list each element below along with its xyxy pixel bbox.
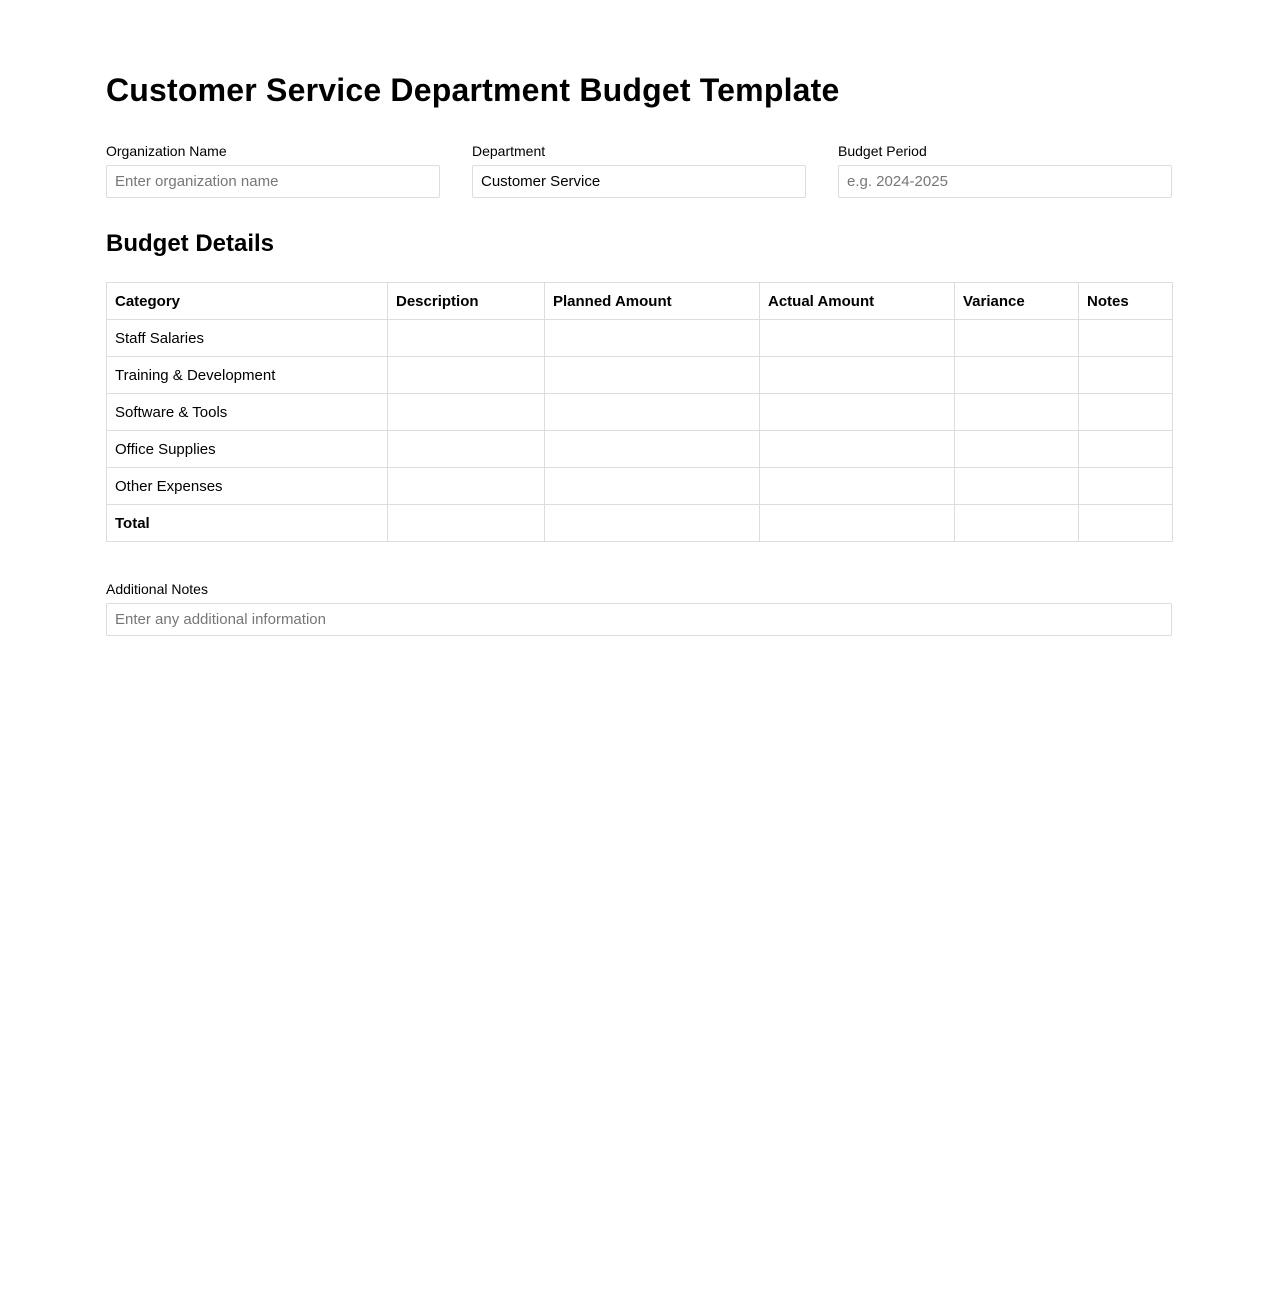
actual-amount-cell[interactable]	[760, 357, 955, 394]
notes-cell[interactable]	[1079, 468, 1173, 505]
variance-cell[interactable]	[955, 357, 1079, 394]
organization-name-group	[106, 143, 440, 198]
planned-amount-cell[interactable]	[545, 394, 760, 431]
page-title: Customer Service Department Budget Template	[106, 72, 840, 108]
additional-notes-input[interactable]	[106, 603, 1172, 636]
actual-amount-cell[interactable]	[760, 505, 955, 542]
description-cell[interactable]	[388, 357, 545, 394]
budget-table	[106, 282, 1173, 542]
category-cell: Software & Tools	[107, 394, 388, 431]
budget-period-input[interactable]	[838, 165, 1172, 198]
notes-cell[interactable]	[1079, 394, 1173, 431]
variance-cell[interactable]	[955, 505, 1079, 542]
budget-period-group	[838, 143, 1172, 198]
description-cell[interactable]	[388, 431, 545, 468]
table-row	[107, 320, 1173, 357]
section-title: Budget Details	[106, 230, 275, 257]
header-planned-amount: Planned Amount	[545, 283, 760, 320]
info-fields	[106, 143, 1172, 198]
variance-cell[interactable]	[955, 468, 1079, 505]
description-cell[interactable]	[388, 394, 545, 431]
header-description: Description	[388, 283, 545, 320]
header-category: Category	[107, 283, 388, 320]
organization-name-input[interactable]	[106, 165, 440, 198]
notes-cell[interactable]	[1079, 505, 1173, 542]
notes-cell[interactable]	[1079, 320, 1173, 357]
table-row	[107, 431, 1173, 468]
category-cell: Other Expenses	[107, 468, 388, 505]
planned-amount-cell[interactable]	[545, 468, 760, 505]
actual-amount-cell[interactable]	[760, 320, 955, 357]
actual-amount-cell[interactable]	[760, 468, 955, 505]
actual-amount-cell[interactable]	[760, 394, 955, 431]
category-cell: Staff Salaries	[107, 320, 388, 357]
total-row	[107, 505, 1173, 542]
notes-cell[interactable]	[1079, 431, 1173, 468]
table-row	[107, 468, 1173, 505]
additional-notes-label: Additional Notes	[106, 581, 208, 597]
header-notes: Notes	[1079, 283, 1173, 320]
category-cell: Total	[107, 505, 388, 542]
additional-notes-group	[106, 581, 1172, 636]
planned-amount-cell[interactable]	[545, 505, 760, 542]
header-variance: Variance	[955, 283, 1079, 320]
actual-amount-cell[interactable]	[760, 431, 955, 468]
planned-amount-cell[interactable]	[545, 431, 760, 468]
description-cell[interactable]	[388, 320, 545, 357]
category-cell: Training & Development	[107, 357, 388, 394]
description-cell[interactable]	[388, 468, 545, 505]
variance-cell[interactable]	[955, 394, 1079, 431]
description-cell[interactable]	[388, 505, 545, 542]
header-actual-amount: Actual Amount	[760, 283, 955, 320]
notes-cell[interactable]	[1079, 357, 1173, 394]
department-input[interactable]	[472, 165, 806, 198]
department-group	[472, 143, 806, 198]
table-header-row	[107, 283, 1173, 320]
category-cell: Office Supplies	[107, 431, 388, 468]
planned-amount-cell[interactable]	[545, 320, 760, 357]
variance-cell[interactable]	[955, 431, 1079, 468]
table-row	[107, 357, 1173, 394]
table-row	[107, 394, 1173, 431]
department-label: Department	[472, 143, 546, 159]
planned-amount-cell[interactable]	[545, 357, 760, 394]
organization-name-label: Organization Name	[106, 143, 227, 159]
budget-period-label: Budget Period	[838, 143, 927, 159]
variance-cell[interactable]	[955, 320, 1079, 357]
